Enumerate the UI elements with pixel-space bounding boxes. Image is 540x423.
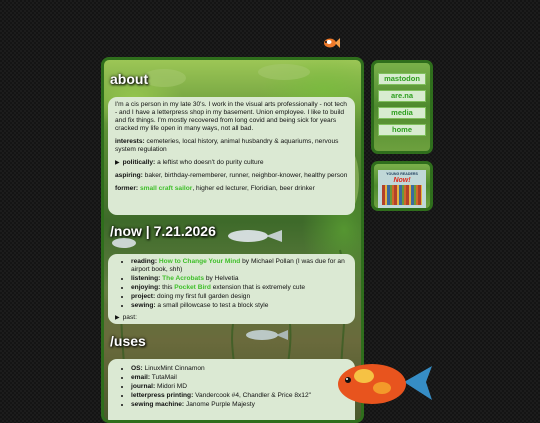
enjoying-link[interactable]: Pocket Bird bbox=[174, 284, 211, 291]
uses-item-label: letterpress printing: bbox=[131, 392, 194, 399]
uses-list bbox=[115, 365, 348, 409]
uses-item-label: OS: bbox=[131, 365, 143, 372]
now-item-label: enjoying: bbox=[131, 284, 161, 291]
now-item-enjoying bbox=[131, 284, 348, 292]
now-item-pre: this bbox=[160, 284, 175, 291]
now-item-text: doing my first full garden design bbox=[155, 293, 251, 300]
about-intro: I'm a cis person in my late 30's. I work in the visual arts professionally - not tech - and I have a letterpress shop in my basement. Union employee. I like to build and fix things. I'm mostly recovered from long covid and being sick for years cracked my life open in many ways, not all bad. bbox=[115, 101, 347, 132]
now-item-text: by Helvetia bbox=[204, 275, 239, 282]
books-illustration bbox=[382, 185, 422, 205]
now-item-listening bbox=[131, 275, 348, 283]
former-text: , higher ed lecturer, Floridian, beer drinker bbox=[192, 185, 315, 192]
uses-item-label: email: bbox=[131, 374, 151, 381]
politically-line bbox=[115, 159, 348, 167]
uses-item-text: LinuxMint Cinnamon bbox=[142, 365, 205, 372]
uses-card bbox=[108, 359, 355, 423]
uses-item-text: Midori MD bbox=[155, 383, 188, 390]
nav-link-media[interactable]: media bbox=[378, 107, 426, 119]
now-item-text: by Michael Pollan (I was due for an airport book, shh) bbox=[131, 258, 345, 273]
uses-item bbox=[131, 365, 348, 373]
main-content-panel[interactable] bbox=[101, 57, 364, 423]
politically-label: politically: bbox=[122, 159, 156, 166]
goldfish-small-icon bbox=[321, 36, 341, 50]
small-craft-sailor-link[interactable]: small craft sailor bbox=[139, 185, 193, 192]
former-line bbox=[115, 185, 348, 193]
badge-title: YOUNG READERS bbox=[386, 172, 418, 176]
now-list bbox=[115, 258, 348, 310]
nav-link-arena[interactable]: are.na bbox=[378, 90, 426, 102]
now-item-text: extension that is extremely cute bbox=[210, 284, 306, 291]
aspiring-line bbox=[115, 172, 348, 180]
now-item-label: listening: bbox=[131, 275, 161, 282]
nav-link-mastodon[interactable]: mastodon bbox=[378, 73, 426, 85]
uses-item-label: sewing machine: bbox=[131, 401, 185, 408]
disclosure-triangle-icon[interactable]: ▶ bbox=[115, 160, 120, 166]
goldfish-large-icon bbox=[334, 360, 434, 405]
reading-link[interactable]: How to Change Your Mind bbox=[158, 258, 241, 265]
now-item-label: reading: bbox=[131, 258, 158, 265]
uses-item-text: TutaMail bbox=[150, 374, 177, 381]
interests-label: interests: bbox=[115, 138, 145, 145]
now-item-label: project: bbox=[131, 293, 156, 300]
badge-panel bbox=[371, 161, 433, 211]
uses-item bbox=[131, 401, 348, 409]
past-toggle[interactable] bbox=[115, 314, 348, 322]
interests-line bbox=[115, 138, 348, 154]
listening-link[interactable]: The Acrobats bbox=[162, 275, 205, 282]
uses-item bbox=[131, 383, 348, 391]
now-item-reading bbox=[131, 258, 348, 274]
nav-link-home[interactable]: home bbox=[378, 124, 426, 136]
politically-text: a leftist who doesn't do purity culture bbox=[155, 159, 264, 166]
fish-decoration bbox=[224, 228, 284, 244]
uses-item-text: Vandercook #4, Chandler & Price 8x12" bbox=[193, 392, 311, 399]
disclosure-triangle-icon[interactable]: ▶ bbox=[115, 315, 120, 321]
former-label: former: bbox=[115, 185, 139, 192]
fish-decoration-3 bbox=[244, 328, 290, 342]
uses-heading: /uses bbox=[110, 333, 146, 349]
interests-text: cemeteries, local history, animal husbandry & aquariums, nervous system regulation bbox=[115, 138, 339, 153]
past-label: past: bbox=[122, 314, 137, 321]
uses-item bbox=[131, 392, 348, 400]
about-card bbox=[108, 97, 355, 215]
young-readers-badge-image[interactable] bbox=[378, 170, 426, 208]
badge-now: Now! bbox=[393, 177, 411, 184]
now-item-label: sewing: bbox=[131, 302, 156, 309]
now-card bbox=[108, 254, 355, 324]
aspiring-label: aspiring: bbox=[115, 172, 143, 179]
uses-item-text: Janome Purple Majesty bbox=[184, 401, 255, 408]
now-item-project bbox=[131, 293, 348, 301]
uses-item-label: journal: bbox=[131, 383, 156, 390]
now-heading: /now | 7.21.2026 bbox=[110, 223, 216, 239]
now-item-text: a small pillowcase to test a block style bbox=[155, 302, 269, 309]
uses-item bbox=[131, 374, 348, 382]
now-item-sewing bbox=[131, 302, 348, 310]
about-heading: about bbox=[110, 71, 149, 87]
side-nav bbox=[371, 60, 433, 154]
aspiring-text: baker, birthday-rememberer, runner, neighbor-knower, healthy person bbox=[142, 172, 348, 179]
